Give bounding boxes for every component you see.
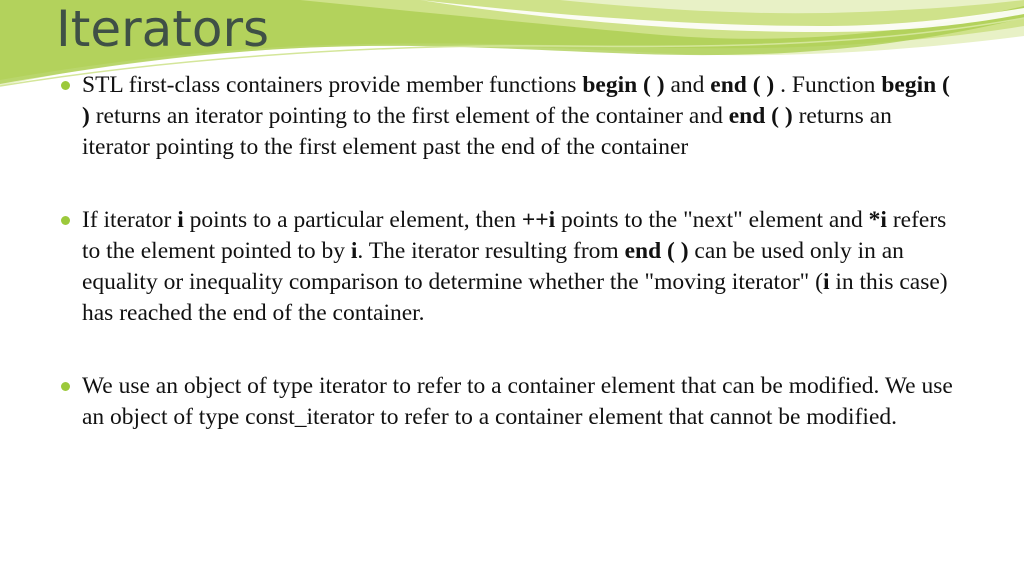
bullet-text-run: If iterator: [82, 207, 178, 233]
bullet-item: [60, 70, 960, 163]
bullet-text-run: returns an iterator pointing to the first element of the container and: [89, 103, 729, 129]
bullet-bold-run: i: [350, 238, 358, 264]
bullet-dot: [61, 81, 70, 90]
bullet-bold-run: end ( ): [710, 72, 775, 98]
bullet-bold-run: begin ( ): [582, 72, 665, 98]
bullet-bold-run: i: [177, 207, 184, 233]
bullet-text-run: and: [664, 72, 711, 98]
bullet-text: [82, 205, 960, 329]
bullet-bold-run: begin ( ): [82, 72, 950, 129]
bullet-bold-run: *i: [868, 207, 887, 233]
bullet-text: [82, 70, 960, 163]
bullet-text-run: can be used only in an equality or inequality comparison to determine whether the "moving iterator" (: [82, 238, 904, 295]
bullet-bold-run: end ( ): [624, 238, 689, 264]
bullet-item: [60, 371, 960, 433]
bullet-bold-run: i: [822, 269, 830, 295]
bullet-text: [82, 371, 960, 433]
bullet-text-run: STL first-class containers provide member functions: [82, 72, 583, 98]
bullet-text-run: refers to the element pointed to by: [82, 207, 947, 264]
bullet-text-run: points to a particular element, then: [183, 207, 522, 233]
bullet-dot: [61, 382, 70, 391]
bullet-text-run: in this case) has reached the end of the container.: [82, 269, 948, 326]
bullet-bold-run: end ( ): [728, 103, 793, 129]
bullet-text-run: We use an object of type iterator to refer to a container element that can be modified. We use an object of type const_iterator to refer to a container element that cannot be modified.: [82, 373, 953, 430]
bullet-dot: [61, 216, 70, 225]
bullet-bold-run: ++i: [521, 207, 556, 233]
bullet-item: [60, 205, 960, 329]
bullet-text-run: . The iterator resulting from: [357, 238, 625, 264]
bullet-text-run: . Function: [774, 72, 882, 98]
slide-content: [60, 70, 960, 475]
bullet-text-run: returns an iterator pointing to the first element past the end of the container: [82, 103, 892, 160]
slide-title: Iterators: [56, 0, 270, 58]
bullet-text-run: points to the "next" element and: [555, 207, 869, 233]
